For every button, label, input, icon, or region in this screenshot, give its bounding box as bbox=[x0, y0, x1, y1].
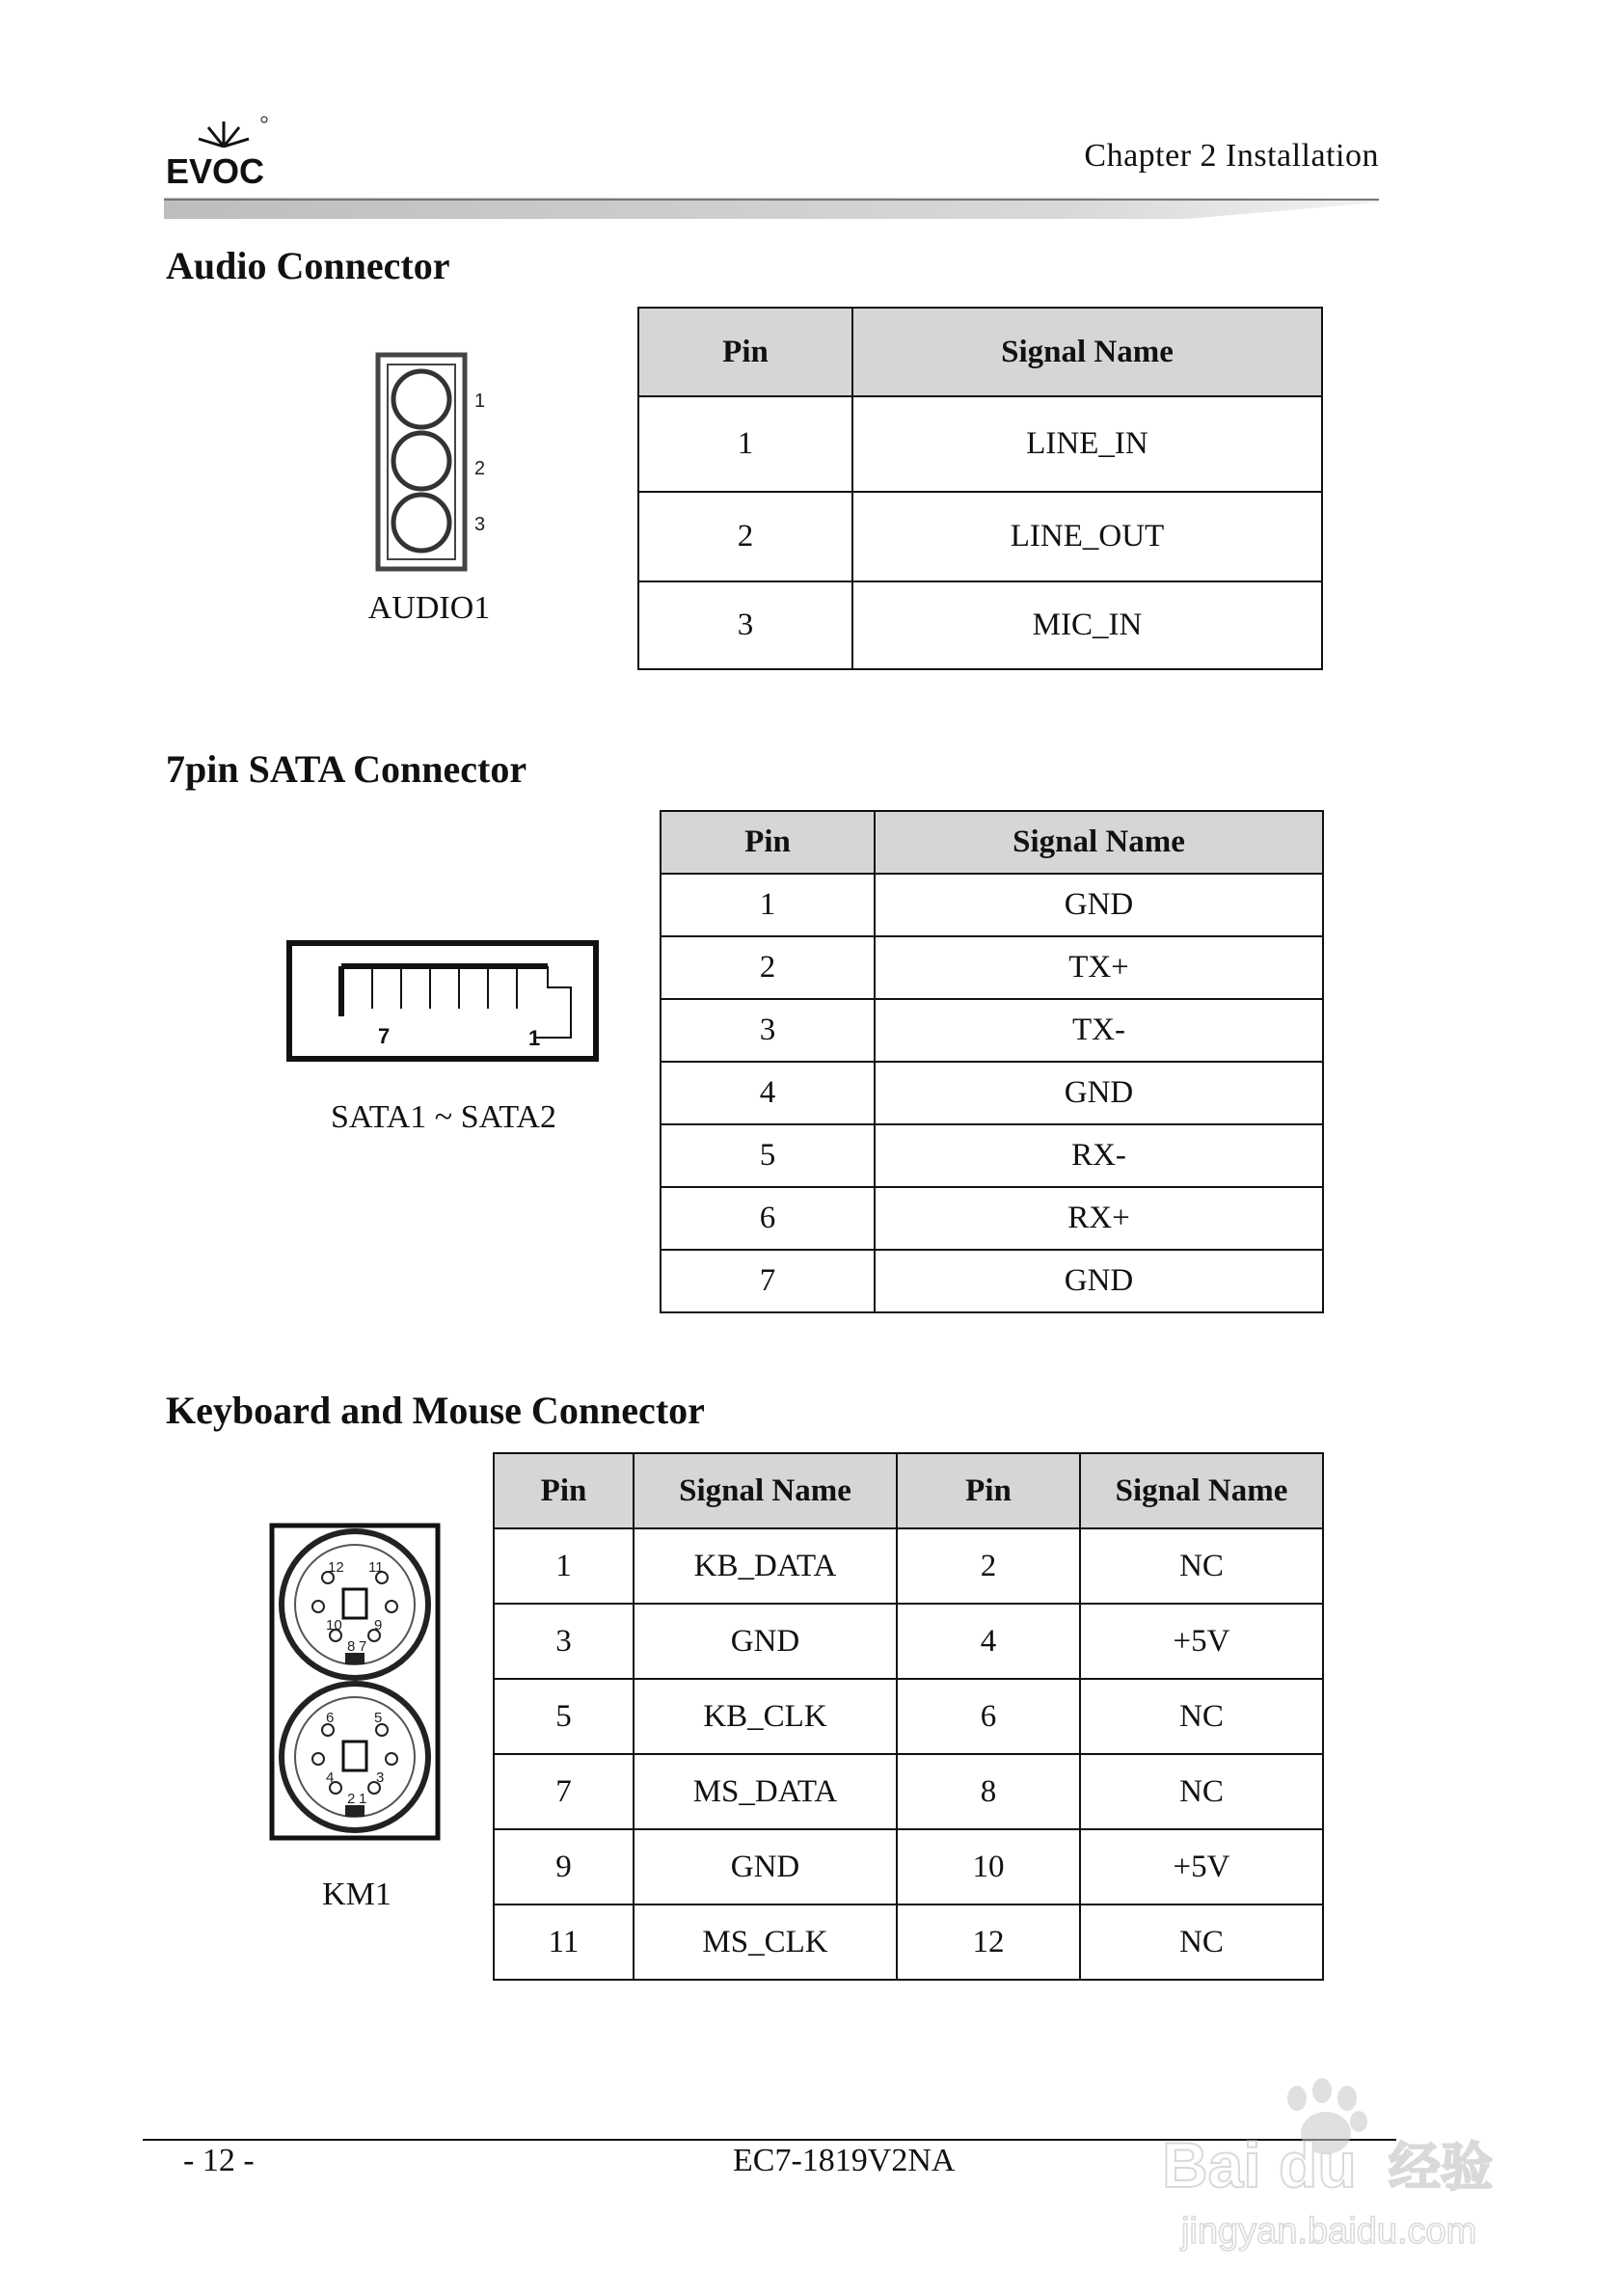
signal-cell: GND bbox=[875, 874, 1323, 936]
signal-cell: +5V bbox=[1080, 1604, 1323, 1679]
svg-text:Bai du: Bai du bbox=[1162, 2129, 1357, 2201]
pin-cell: 8 bbox=[897, 1754, 1080, 1829]
signal-cell: LINE_OUT bbox=[852, 492, 1322, 581]
km-pin-label: 6 bbox=[326, 1710, 335, 1726]
table-row bbox=[494, 1904, 1323, 1980]
km-pin-label: 10 bbox=[326, 1617, 342, 1634]
km-pin-label: 4 bbox=[326, 1769, 335, 1786]
signal-cell: NC bbox=[1080, 1904, 1323, 1980]
sata-pin-label: 7 bbox=[378, 1024, 391, 1048]
table-row bbox=[661, 1187, 1323, 1250]
pin-cell: 3 bbox=[661, 999, 875, 1062]
column-header: Pin bbox=[638, 308, 852, 396]
signal-cell: NC bbox=[1080, 1754, 1323, 1829]
pin-cell: 12 bbox=[897, 1904, 1080, 1980]
km-pin-label: 1 bbox=[359, 1791, 367, 1807]
signal-cell: KB_CLK bbox=[634, 1679, 897, 1754]
signal-cell: RX+ bbox=[875, 1187, 1323, 1250]
signal-cell: KB_DATA bbox=[634, 1528, 897, 1604]
svg-text:jingyan.baidu.com: jingyan.baidu.com bbox=[1181, 2211, 1477, 2252]
audio-section-title: Audio Connector bbox=[166, 244, 450, 287]
km-pin-label: 2 bbox=[347, 1791, 356, 1807]
pin-cell: 1 bbox=[638, 396, 852, 492]
km-pin-label: 5 bbox=[374, 1710, 383, 1726]
pin-cell: 6 bbox=[661, 1187, 875, 1250]
column-header: Signal Name bbox=[634, 1453, 897, 1528]
signal-cell: NC bbox=[1080, 1679, 1323, 1754]
table-row bbox=[661, 999, 1323, 1062]
pin-cell: 11 bbox=[494, 1904, 634, 1980]
column-header: Pin bbox=[661, 811, 875, 874]
km-caption: KM1 bbox=[322, 1877, 392, 1912]
table-row bbox=[661, 1250, 1323, 1312]
km-pin-label: 3 bbox=[376, 1769, 385, 1786]
pin-cell: 6 bbox=[897, 1679, 1080, 1754]
pin-cell: 5 bbox=[661, 1124, 875, 1187]
signal-cell: MS_CLK bbox=[634, 1904, 897, 1980]
pin-cell: 7 bbox=[494, 1754, 634, 1829]
km-pin-label: 12 bbox=[328, 1559, 344, 1576]
signal-cell: MS_DATA bbox=[634, 1754, 897, 1829]
pin-cell: 5 bbox=[494, 1679, 634, 1754]
km-pin-label: 8 bbox=[347, 1638, 356, 1655]
sata-caption: SATA1 ~ SATA2 bbox=[331, 1099, 556, 1135]
km-pin-table bbox=[493, 1452, 1324, 1981]
svg-text:经验: 经验 bbox=[1389, 2137, 1493, 2198]
pin-cell: 4 bbox=[661, 1062, 875, 1124]
signal-cell: GND bbox=[634, 1604, 897, 1679]
table-row bbox=[494, 1604, 1323, 1679]
header-rule bbox=[164, 198, 1379, 225]
audio-pin-label: 1 bbox=[474, 391, 486, 412]
signal-cell: NC bbox=[1080, 1528, 1323, 1604]
audio-connector-diagram bbox=[366, 347, 501, 579]
signal-cell: GND bbox=[875, 1062, 1323, 1124]
column-header: Pin bbox=[494, 1453, 634, 1528]
table-row bbox=[661, 1062, 1323, 1124]
column-header: Pin bbox=[897, 1453, 1080, 1528]
audio-pin-label: 2 bbox=[474, 458, 486, 479]
table-row bbox=[494, 1754, 1323, 1829]
audio-pin-label: 3 bbox=[474, 514, 486, 535]
pin-cell: 2 bbox=[897, 1528, 1080, 1604]
pin-cell: 7 bbox=[661, 1250, 875, 1312]
baidu-watermark bbox=[1152, 2073, 1538, 2266]
page-number: - 12 - bbox=[183, 2143, 255, 2178]
pin-cell: 1 bbox=[494, 1528, 634, 1604]
signal-cell: +5V bbox=[1080, 1829, 1323, 1904]
km-pin-label: 9 bbox=[374, 1617, 383, 1634]
pin-cell: 4 bbox=[897, 1604, 1080, 1679]
table-row bbox=[638, 581, 1322, 669]
pin-cell: 1 bbox=[661, 874, 875, 936]
column-header: Signal Name bbox=[852, 308, 1322, 396]
signal-cell: LINE_IN bbox=[852, 396, 1322, 492]
audio-caption: AUDIO1 bbox=[367, 590, 491, 626]
km-section-title: Keyboard and Mouse Connector bbox=[166, 1389, 705, 1432]
table-row bbox=[661, 874, 1323, 936]
pin-cell: 2 bbox=[661, 936, 875, 999]
table-row bbox=[638, 396, 1322, 492]
table-row bbox=[494, 1829, 1323, 1904]
evoc-logo bbox=[164, 114, 280, 189]
sata-pin-label: 1 bbox=[528, 1026, 541, 1050]
svg-text:EVOC: EVOC bbox=[166, 151, 265, 189]
signal-cell: RX- bbox=[875, 1124, 1323, 1187]
signal-cell: GND bbox=[634, 1829, 897, 1904]
pin-cell: 3 bbox=[638, 581, 852, 669]
pin-cell: 10 bbox=[897, 1829, 1080, 1904]
pin-cell: 2 bbox=[638, 492, 852, 581]
table-row bbox=[494, 1528, 1323, 1604]
signal-cell: MIC_IN bbox=[852, 581, 1322, 669]
table-row bbox=[661, 1124, 1323, 1187]
km-pin-label: 11 bbox=[368, 1559, 384, 1576]
signal-cell: TX- bbox=[875, 999, 1323, 1062]
signal-cell: TX+ bbox=[875, 936, 1323, 999]
sata-section-title: 7pin SATA Connector bbox=[166, 747, 527, 791]
chapter-heading: Chapter 2 Installation bbox=[1084, 138, 1379, 174]
table-row bbox=[661, 936, 1323, 999]
table-row bbox=[638, 492, 1322, 581]
model-number: EC7-1819V2NA bbox=[733, 2143, 956, 2178]
pin-cell: 3 bbox=[494, 1604, 634, 1679]
sata-pin-table bbox=[660, 810, 1324, 1313]
sata-connector-diagram bbox=[285, 937, 604, 1065]
pin-cell: 9 bbox=[494, 1829, 634, 1904]
km-connector-diagram bbox=[268, 1522, 442, 1842]
column-header: Signal Name bbox=[1080, 1453, 1323, 1528]
table-row bbox=[494, 1679, 1323, 1754]
audio-pin-table bbox=[637, 307, 1323, 670]
km-pin-label: 7 bbox=[359, 1638, 367, 1655]
signal-cell: GND bbox=[875, 1250, 1323, 1312]
column-header: Signal Name bbox=[875, 811, 1323, 874]
